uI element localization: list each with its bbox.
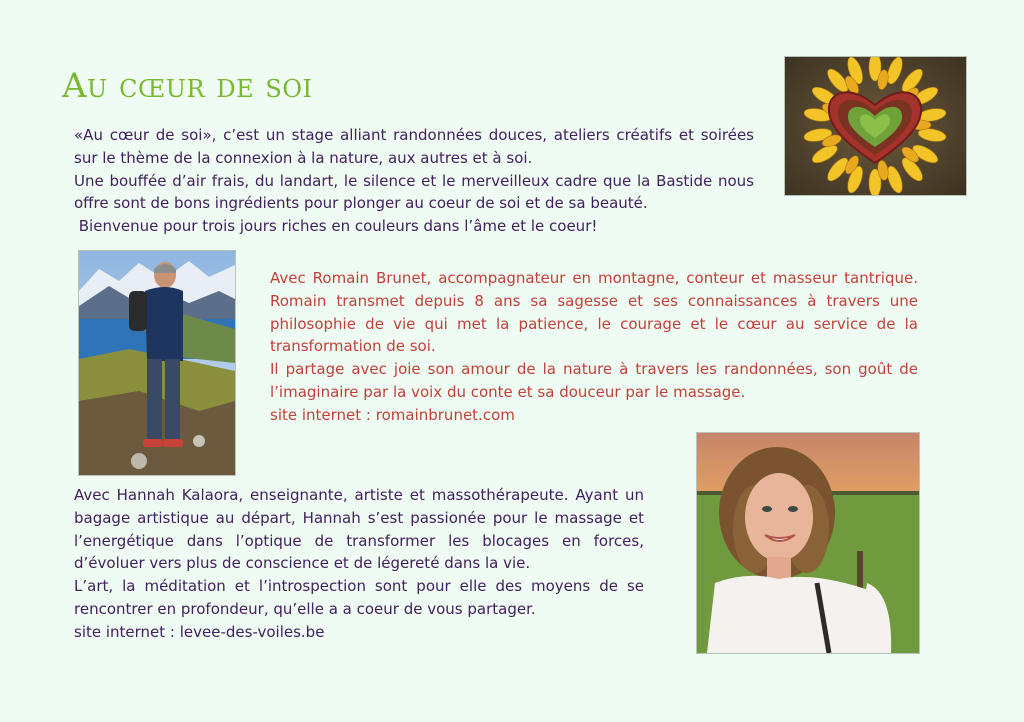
hannah-bio-text: Avec Hannah Kalaora, enseignante, artiste et massothérapeute. Ayant un bagage artistique au départ, Hannah s’est passionée pour le massage et l’energétique dans l’optique de transformer les blocages en forces, d’évoluer vers plus de conscience et de légereté dans la vie.	[74, 486, 644, 573]
hannah-bio	[74, 484, 644, 644]
intro-line: Bienvenue pour trois jours riches en couleurs dans l’âme et le coeur!	[74, 217, 598, 236]
intro-line: Une bouffée d’air frais, du landart, le silence et le merveilleux cadre que la Bastide nous offre sont de bons ingrédients pour plonger au coeur de soi et de sa beauté.	[74, 171, 754, 213]
sunset-portrait-image	[697, 433, 919, 653]
page-title: Au cœur de soi	[62, 66, 313, 106]
mountain-hiker-image	[79, 251, 235, 475]
romain-bio-text-2: Il partage avec joie son amour de la nature à travers les randonnées, son goût de l’imaginaire par la voix du conte et sa douceur par le massage.	[270, 360, 918, 401]
intro-paragraph	[74, 124, 754, 238]
hannah-bio-text-2: L’art, la méditation et l’introspection sont pour elle des moyens de se rencontrer en profondeur, qu’elle a a coeur de vous partager.	[74, 577, 644, 618]
leaf-heart-image	[785, 57, 966, 195]
hannah-portrait-photo	[696, 432, 920, 654]
romain-bio	[270, 267, 918, 427]
hannah-website-link[interactable]: site internet : levee-des-voiles.be	[74, 622, 325, 641]
romain-website-link[interactable]: site internet : romainbrunet.com	[270, 405, 515, 424]
intro-line: «Au cœur de soi», c’est un stage alliant randonnées douces, ateliers créatifs et soirées sur le thème de la connexion à la nature, aux autres et à soi.	[74, 126, 754, 167]
romain-bio-text: Avec Romain Brunet, accompagnateur en montagne, conteur et masseur tantrique. Romain transmet depuis 8 ans sa sagesse et ses connaissances à travers une philosophie de vie qui met la patience, le courage et le cœur au service de la transformation de soi.	[270, 269, 918, 356]
landart-heart-photo	[784, 56, 967, 196]
romain-portrait-photo	[78, 250, 236, 476]
